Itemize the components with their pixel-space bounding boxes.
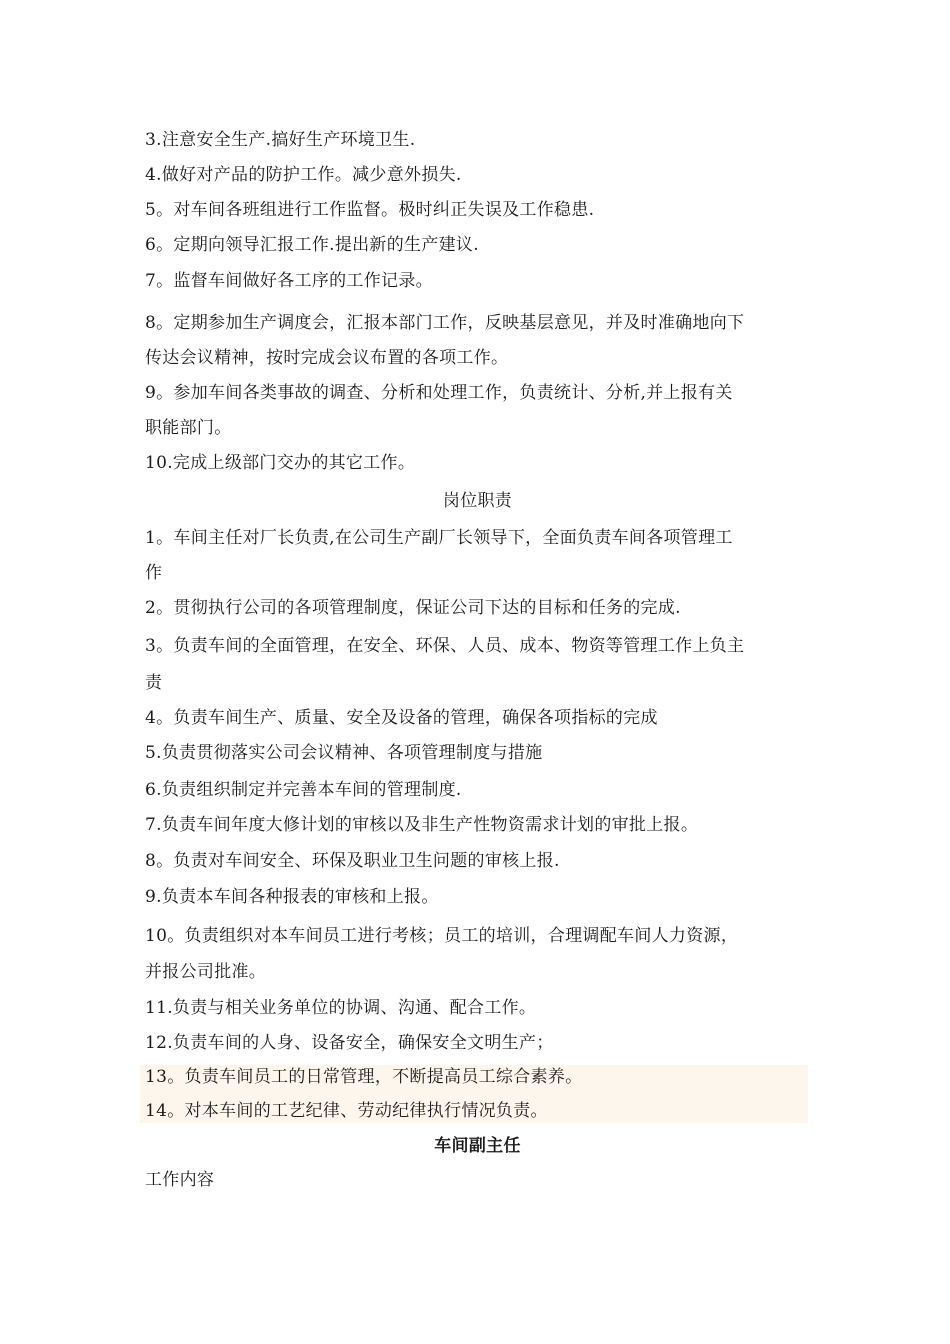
text-line: 7。监督车间做好各工序的工作记录。 <box>145 271 433 291</box>
subheading-work-content: 工作内容 <box>145 1170 215 1190</box>
duty-line: 2。贯彻执行公司的各项管理制度，保证公司下达的目标和任务的完成. <box>145 598 681 618</box>
duty-line: 4。负责车间生产、质量、安全及设备的管理，确保各项指标的完成 <box>145 708 658 728</box>
duty-line: 11.负责与相关业务单位的协调、沟通、配合工作。 <box>145 998 537 1018</box>
duty-line: 7.负责车间年度大修计划的审核以及非生产性物资需求计划的审批上报。 <box>145 815 699 835</box>
duty-line: 10。负责组织对本车间员工进行考核；员工的培训，合理调配车间人力资源， <box>145 926 739 946</box>
duty-line: 5.负责贯彻落实公司会议精神、各项管理制度与措施 <box>145 743 543 763</box>
duty-line: 12.负责车间的人身、设备安全，确保安全文明生产； <box>145 1033 554 1053</box>
text-line: 6。定期向领导汇报工作.提出新的生产建议. <box>145 235 479 255</box>
duty-line: 14。对本车间的工艺纪律、劳动纪律执行情况负责。 <box>145 1101 548 1121</box>
text-line: 职能部门。 <box>145 418 232 438</box>
text-line: 9。参加车间各类事故的调查、分析和处理工作，负责统计、分析,并上报有关 <box>145 383 733 403</box>
text-line: 8。定期参加生产调度会，汇报本部门工作，反映基层意见，并及时准确地向下 <box>145 313 745 333</box>
duty-line: 9.负责本车间各种报表的审核和上报。 <box>145 887 439 907</box>
text-line: 10.完成上级部门交办的其它工作。 <box>145 453 416 473</box>
duty-line: 并报公司批准。 <box>145 962 267 982</box>
heading-vice-director: 车间副主任 <box>434 1136 521 1156</box>
duty-line: 3。负责车间的全面管理，在安全、环保、人员、成本、物资等管理工作上负主 <box>145 636 745 656</box>
duty-line: 1。车间主任对厂长负责,在公司生产副厂长领导下，全面负责车间各项管理工 <box>145 528 733 548</box>
duty-line: 8。负责对车间安全、环保及职业卫生问题的审核上报. <box>145 851 560 871</box>
duty-line: 责 <box>145 673 163 693</box>
duty-line: 作 <box>145 563 163 583</box>
section-title: 岗位职责 <box>442 491 513 511</box>
text-line: 3.注意安全生产.搞好生产环境卫生. <box>145 130 416 150</box>
text-line: 5。对车间各班组进行工作监督。极时纠正失误及工作稳患. <box>145 200 595 220</box>
text-line: 4.做好对产品的防护工作。减少意外损失. <box>145 165 462 185</box>
duty-line: 13。负责车间员工的日常管理，不断提高员工综合素养。 <box>145 1067 583 1087</box>
text-line: 传达会议精神，按时完成会议布置的各项工作。 <box>145 348 509 368</box>
duty-line: 6.负责组织制定并完善本车间的管理制度. <box>145 780 462 800</box>
